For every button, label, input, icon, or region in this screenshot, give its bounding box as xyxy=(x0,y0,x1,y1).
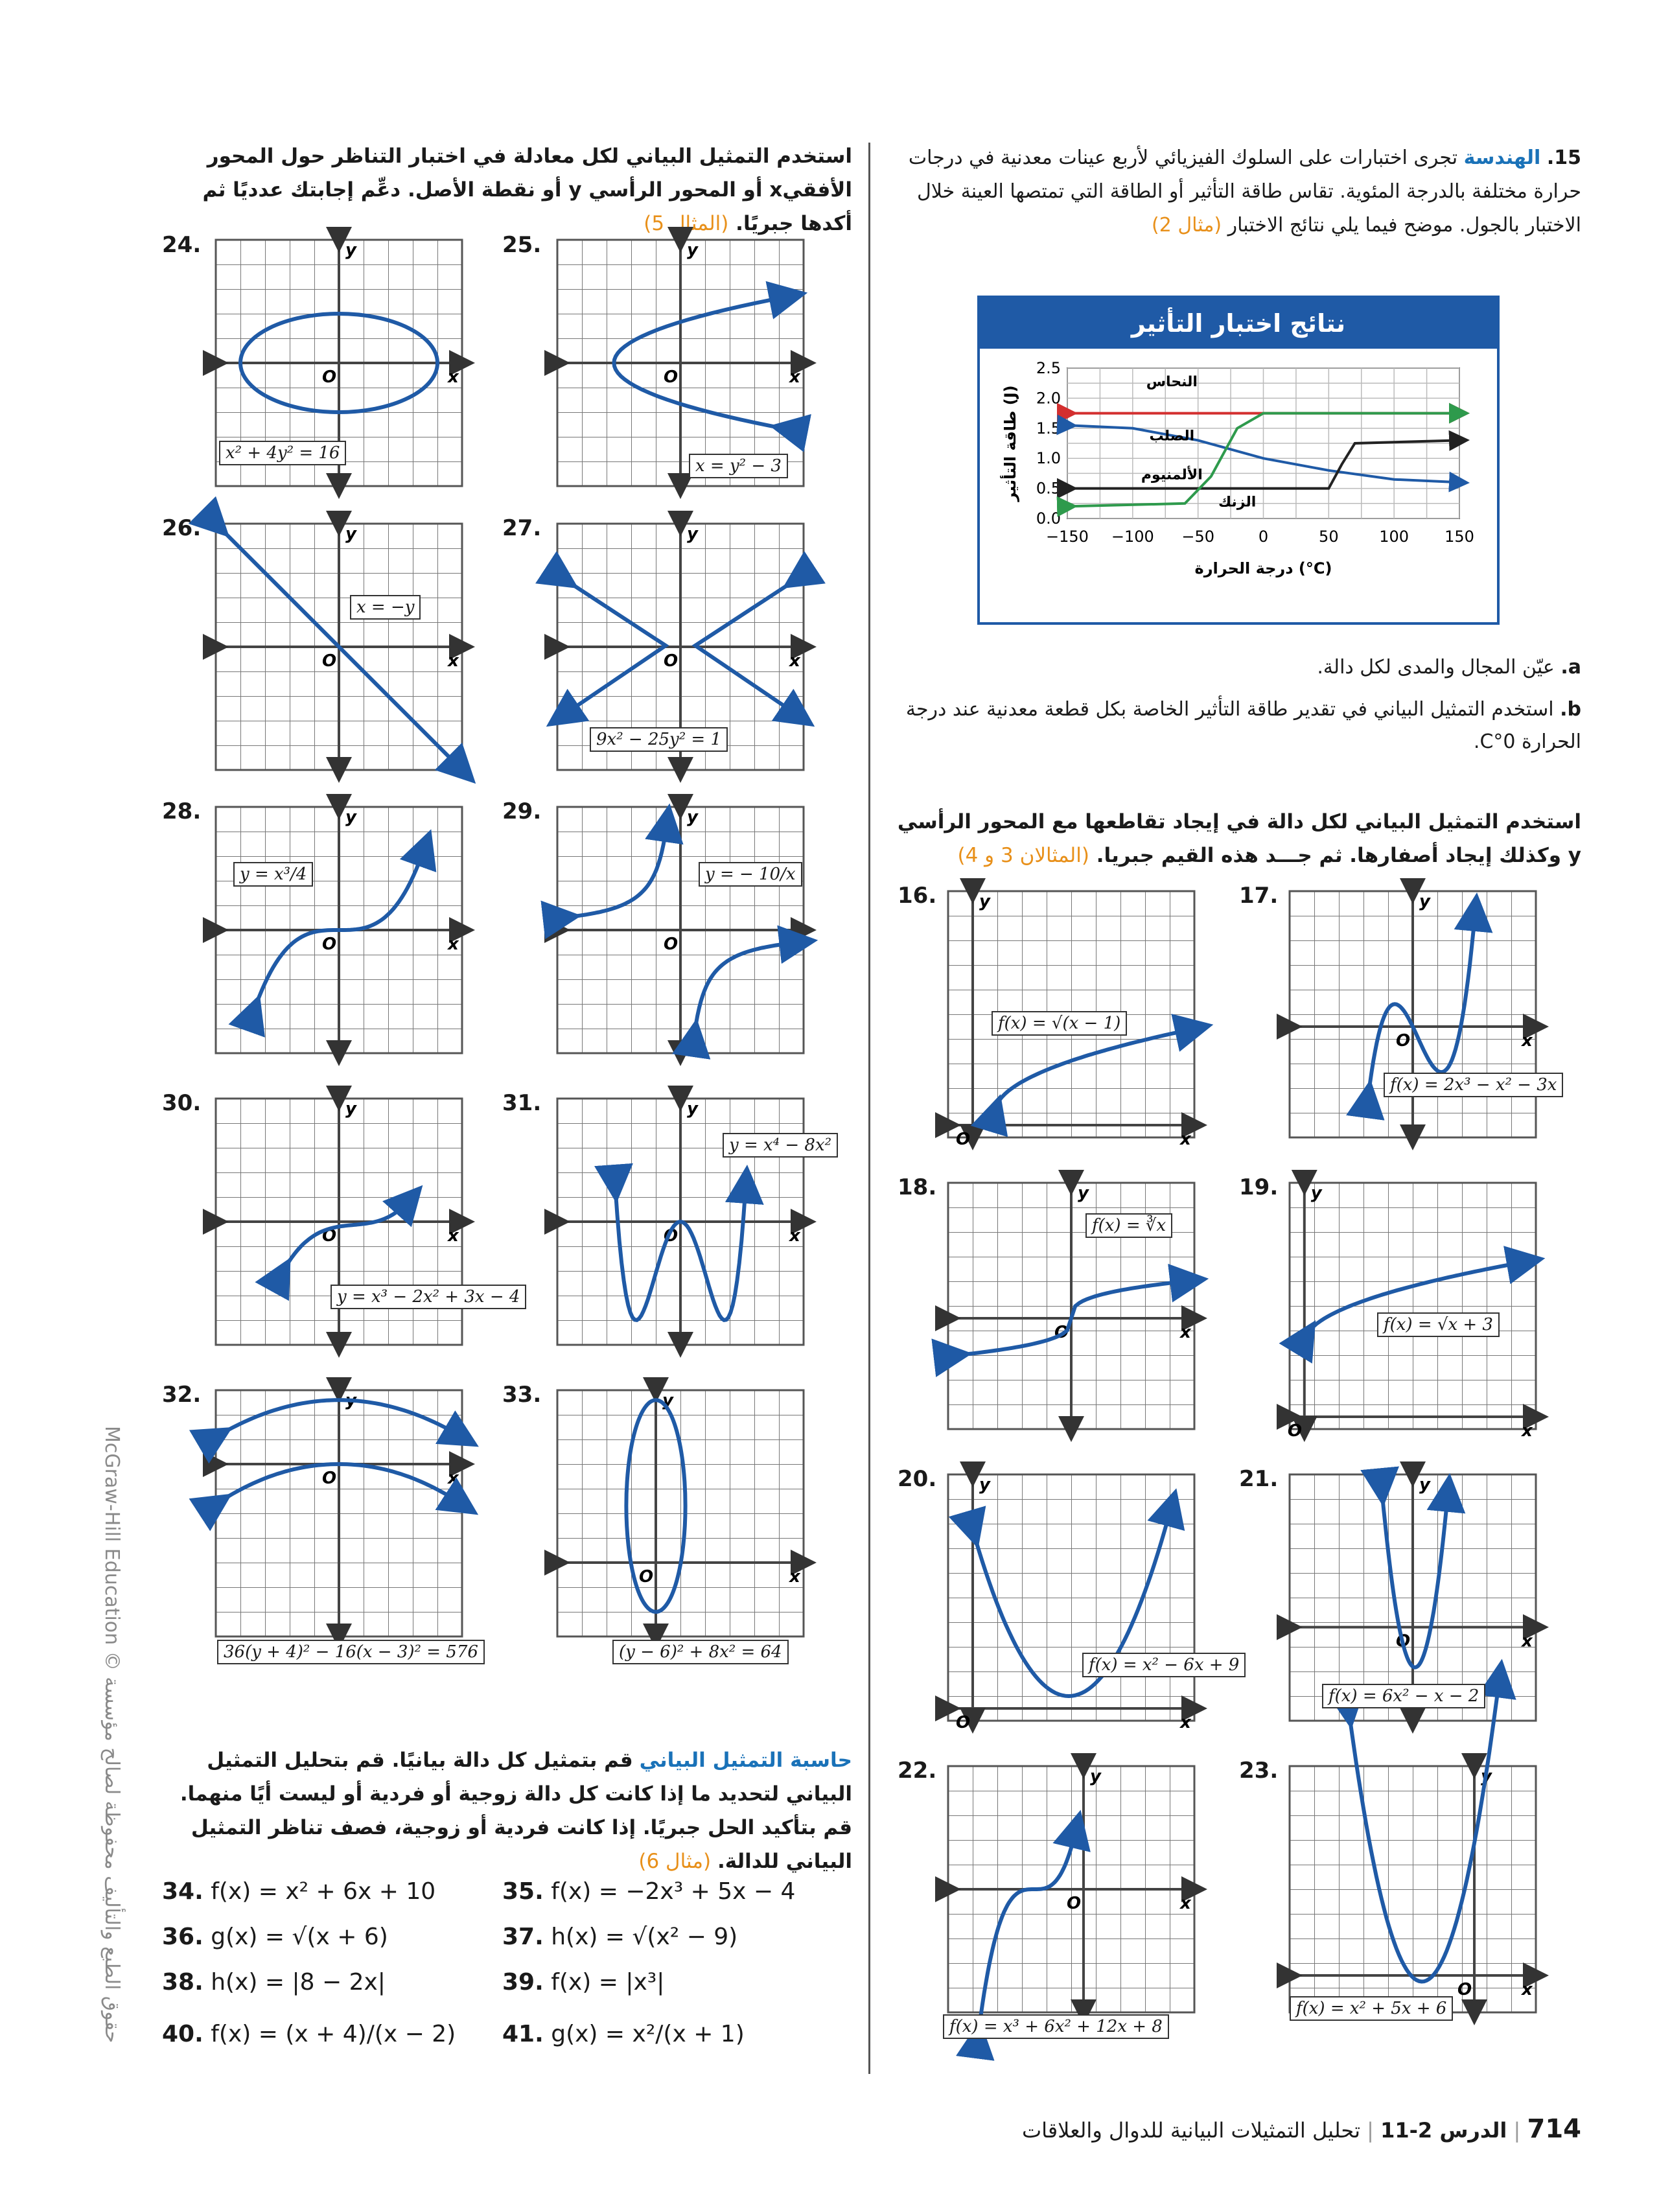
exercise-38: 38. h(x) = |8 − 2x| xyxy=(162,1969,386,1996)
graph-number-21: 21. xyxy=(1239,1466,1279,1492)
page-number: 714 xyxy=(1527,2114,1581,2144)
column-divider xyxy=(868,143,870,2074)
graph-number-18: 18. xyxy=(898,1174,937,1200)
label-33: (y − 6)² + 8x² = 64 xyxy=(612,1640,789,1664)
graph-33 xyxy=(557,1390,804,1636)
y-axis-label-32: y xyxy=(345,1391,356,1410)
exercise-36: 36. g(x) = √(x + 6) xyxy=(162,1924,388,1950)
chart-x-tick: −150 xyxy=(1046,528,1089,546)
x-axis-label-18: x xyxy=(1180,1323,1191,1342)
calc-section: حاسبة التمثيل البياني قم بتمثيل كل دالة بيانيًا. قم بتحليل التمثيل البياني لتحديد ما إذا كانت كل دالة زوجية أو فردية أو ليست أيًا منهما. قم بتأكيد الحل جبريًا. إذا كانت فردية أو زوجية، فصف تناظر التمثيل البياني للدالة. (مثال 6) xyxy=(180,1749,852,1873)
left-intro: استخدم التمثيل البياني لكل معادلة في اختبار التناظر حول المحور الأفقيx أو المحور الرأسي y أو نقطة الأصل. دعِّم إجابتك عدديًا ثم أكدها جبريًا. (المثال 5) xyxy=(202,145,852,235)
chart-x-tick: −100 xyxy=(1111,528,1154,546)
x-axis-label-28: x xyxy=(448,935,459,954)
origin-label-19: O xyxy=(1287,1421,1302,1441)
footer: 714 | الدرس 2-11 | تحليل التمثيلات البيانية للدوال والعلاقات xyxy=(1021,2114,1581,2144)
exercise-40: 40. f(x) = (x + 4)/(x − 2) xyxy=(162,2021,456,2047)
origin-label-16: O xyxy=(956,1130,971,1149)
origin-label-29: O xyxy=(664,935,679,954)
impact-chart xyxy=(977,296,1500,625)
graph-grid-33 xyxy=(557,1390,804,1636)
label-18: f(x) = ∛x xyxy=(1085,1213,1172,1238)
origin-label-25: O xyxy=(664,367,679,387)
label-27: 9x² − 25y² = 1 xyxy=(590,727,728,752)
y-axis-label-17: y xyxy=(1419,892,1430,911)
graph-number-24: 24. xyxy=(162,232,202,258)
label-31: y = x⁴ − 8x² xyxy=(723,1133,838,1158)
question-15: 15. الهندسة تجرى اختبارات على السلوك الفيزيائي لأربع عينات معدنية في درجات حرارة مختلفة بالدرجة المئوية. تقاس طاقة التأثير أو الطاقة التي تمتصها العينة خلال الاختبار بالجول. موضح فيما يلي نتائج الاختبار (مثال 2) xyxy=(908,146,1581,237)
graph-grid-20 xyxy=(948,1474,1194,1721)
right-intro: استخدم التمثيل البياني لكل دالة في إيجاد تقاطعها مع المحور الرأسي y وكذلك إيجاد أصفارها. ثم جـــد هذه القيم جبريا. (المثالان 3 و 4) xyxy=(897,810,1581,867)
graph-number-25: 25. xyxy=(502,232,542,258)
graph-20 xyxy=(948,1474,1194,1732)
label-20: f(x) = x² − 6x + 9 xyxy=(1082,1653,1246,1677)
origin-label-28: O xyxy=(322,935,337,954)
origin-label-30: O xyxy=(322,1226,337,1246)
chart-series-label: الصلب xyxy=(1149,428,1195,445)
chart-y-tick: 1.0 xyxy=(1036,449,1061,468)
exercise-39: 39. f(x) = |x³| xyxy=(502,1969,665,1996)
y-axis-label-26: y xyxy=(345,524,356,544)
y-axis-label-28: y xyxy=(345,808,356,827)
label-25: x = y² − 3 xyxy=(689,454,788,478)
copyright-side-text: McGraw-Hill Education © حقوق الطبع والتأليف محفوظة لصالح مؤسسة xyxy=(100,1426,123,2043)
graph-number-31: 31. xyxy=(502,1090,542,1116)
graph-grid-19 xyxy=(1290,1183,1536,1429)
label-30: y = x³ − 2x² + 3x − 4 xyxy=(331,1285,526,1309)
y-axis-label-18: y xyxy=(1078,1183,1089,1203)
chart-y-tick: 0.0 xyxy=(1036,509,1061,528)
graph-22 xyxy=(948,1766,1194,2039)
graph-number-28: 28. xyxy=(162,798,202,824)
label-17: f(x) = 2x³ − x² − 3x xyxy=(1384,1073,1563,1097)
graph-17 xyxy=(1290,891,1536,1137)
graph-number-30: 30. xyxy=(162,1090,202,1116)
graph-32 xyxy=(216,1390,462,1636)
chart-series-label: الزنك xyxy=(1218,494,1257,511)
origin-label-17: O xyxy=(1396,1031,1411,1051)
chart-x-tick: 50 xyxy=(1319,528,1339,546)
graph-number-29: 29. xyxy=(502,798,542,824)
origin-label-23: O xyxy=(1457,1980,1472,1999)
chart-x-tick: −50 xyxy=(1181,528,1214,546)
y-axis-label-31: y xyxy=(687,1099,698,1119)
x-axis-label-24: x xyxy=(448,367,459,387)
graph-number-19: 19. xyxy=(1239,1174,1279,1200)
graph-number-17: 17. xyxy=(1239,883,1279,909)
label-24: x² + 4y² = 16 xyxy=(219,441,346,465)
graph-number-20: 20. xyxy=(898,1466,937,1492)
x-axis-label-25: x xyxy=(789,367,800,387)
label-29: y = − 10/x xyxy=(699,862,802,887)
label-22: f(x) = x³ + 6x² + 12x + 8 xyxy=(943,2014,1169,2039)
chart-x-tick: 150 xyxy=(1444,528,1474,546)
graph-29 xyxy=(557,807,804,1053)
label-23: f(x) = x² + 5x + 6 xyxy=(1290,1996,1453,2021)
chart-series-label: النحاس xyxy=(1146,373,1198,390)
lesson-title: تحليل التمثيلات البيانية للدوال والعلاقات xyxy=(1021,2118,1360,2143)
graph-23 xyxy=(1290,1678,1536,2012)
chart-y-tick: 1.5 xyxy=(1036,419,1061,437)
graph-26 xyxy=(216,524,462,770)
chart-x-tick: 100 xyxy=(1379,528,1410,546)
x-axis-label-32: x xyxy=(448,1469,459,1488)
question-15a: a. عيّن المجال والمدى لكل دالة. xyxy=(1317,656,1581,679)
graph-number-33: 33. xyxy=(502,1382,542,1408)
x-axis-label-22: x xyxy=(1180,1894,1191,1913)
chart-y-label: طاقة التأثير (J) xyxy=(1001,385,1019,502)
origin-label-22: O xyxy=(1067,1894,1082,1913)
x-axis-label-19: x xyxy=(1522,1421,1533,1441)
y-axis-label-16: y xyxy=(979,892,990,911)
graph-number-32: 32. xyxy=(162,1382,202,1408)
origin-label-31: O xyxy=(664,1226,679,1246)
y-axis-label-25: y xyxy=(687,240,698,260)
graph-19 xyxy=(1288,1183,1536,1441)
y-axis-label-20: y xyxy=(979,1475,990,1495)
graph-number-22: 22. xyxy=(898,1758,937,1784)
chart-plot xyxy=(980,349,1497,621)
y-axis-label-19: y xyxy=(1310,1183,1322,1203)
origin-label-33: O xyxy=(639,1567,654,1587)
y-axis-label-24: y xyxy=(345,240,356,260)
graph-number-26: 26. xyxy=(162,515,202,541)
origin-label-20: O xyxy=(956,1713,971,1732)
y-axis-label-27: y xyxy=(687,524,698,544)
y-axis-label-23: y xyxy=(1481,1767,1492,1786)
label-16: f(x) = √(x − 1) xyxy=(992,1011,1127,1036)
label-21: f(x) = 6x² − x − 2 xyxy=(1322,1684,1485,1708)
y-axis-label-22: y xyxy=(1090,1767,1101,1786)
origin-label-26: O xyxy=(322,651,337,671)
exercise-35: 35. f(x) = −2x³ + 5x − 4 xyxy=(502,1878,796,1905)
label-26: x = −y xyxy=(350,595,421,620)
exercise-37: 37. h(x) = √(x² − 9) xyxy=(502,1924,738,1950)
exercise-41: 41. g(x) = x²/(x + 1) xyxy=(502,2021,745,2047)
chart-y-tick: 0.5 xyxy=(1036,479,1061,498)
chart-y-tick: 2.5 xyxy=(1036,359,1061,377)
graph-28 xyxy=(216,807,462,1053)
y-axis-label-21: y xyxy=(1419,1475,1430,1495)
label-19: f(x) = √x + 3 xyxy=(1377,1312,1500,1337)
x-axis-label-30: x xyxy=(448,1226,459,1246)
origin-label-18: O xyxy=(1054,1323,1069,1342)
origin-label-27: O xyxy=(664,651,679,671)
x-axis-label-21: x xyxy=(1522,1631,1533,1651)
x-axis-label-17: x xyxy=(1522,1031,1533,1051)
label-32: 36(y + 4)² − 16(x − 3)² = 576 xyxy=(217,1640,485,1664)
x-axis-label-16: x xyxy=(1180,1130,1191,1149)
lesson-label: الدرس 2-11 xyxy=(1380,2118,1507,2143)
question-15b: b. استخدم التمثيل البياني في تقدير طاقة التأثير الخاصة بكل قطعة معدنية عند درجة الحرارة 0°C. xyxy=(905,698,1581,753)
graph-number-27: 27. xyxy=(502,515,542,541)
chart-y-tick: 2.0 xyxy=(1036,389,1061,408)
x-axis-label-26: x xyxy=(448,651,459,671)
x-axis-label-20: x xyxy=(1180,1713,1191,1732)
origin-label-32: O xyxy=(322,1469,337,1488)
chart-series-label: الألمنيوم xyxy=(1141,467,1203,483)
x-axis-label-29: x xyxy=(789,935,800,954)
origin-label-21: O xyxy=(1396,1631,1411,1651)
origin-label-24: O xyxy=(322,367,337,387)
graph-number-16: 16. xyxy=(898,883,937,909)
graph-25 xyxy=(557,240,804,486)
chart-title: نتائج اختبار التأثير xyxy=(980,298,1497,349)
y-axis-label-29: y xyxy=(687,808,698,827)
y-axis-label-33: y xyxy=(662,1391,673,1410)
x-axis-label-23: x xyxy=(1522,1980,1533,1999)
y-axis-label-30: y xyxy=(345,1099,356,1119)
graph-number-23: 23. xyxy=(1239,1758,1279,1784)
x-axis-label-31: x xyxy=(789,1226,800,1246)
chart-x-label: درجة الحرارة (°C) xyxy=(1194,559,1332,577)
chart-x-tick: 0 xyxy=(1258,528,1269,546)
label-28: y = x³/4 xyxy=(233,862,313,887)
exercise-34: 34. f(x) = x² + 6x + 10 xyxy=(162,1878,436,1905)
x-axis-label-33: x xyxy=(789,1567,800,1587)
x-axis-label-27: x xyxy=(789,651,800,671)
